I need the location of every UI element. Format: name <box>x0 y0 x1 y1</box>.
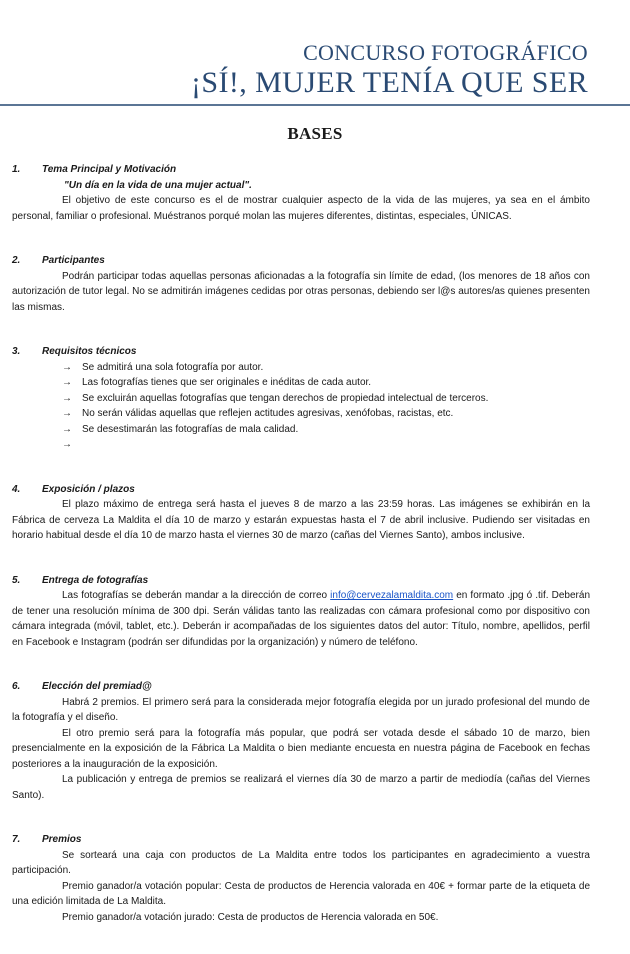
contest-title: CONCURSO FOTOGRÁFICO <box>303 40 588 65</box>
section-paragraph: Se sorteará una caja con productos de La Maldita entre todos los participantes en agradecimiento a vuestra participación. <box>12 849 590 876</box>
section-body <box>12 497 590 544</box>
section-number: 5. <box>12 574 21 586</box>
paragraph-text: Las fotografías se deberán mandar a la dirección de correo <box>62 590 331 601</box>
arrow-icon: → <box>62 361 72 373</box>
section-title: Participantes <box>42 255 105 266</box>
section-body <box>12 269 590 316</box>
theme-quote: "Un día en la vida de una mujer actual". <box>64 179 252 191</box>
list-item <box>62 437 590 453</box>
section-title: Elección del premiad@ <box>42 681 152 692</box>
arrow-icon: → <box>62 377 72 388</box>
section-heading <box>12 573 590 589</box>
section-entrega <box>12 573 590 651</box>
section-paragraph: La publicación y entrega de premios se realizará el viernes día 30 de marzo a partir de mediodía (cañas del Viernes Santo). <box>12 774 590 801</box>
section-title: Requisitos técnicos <box>42 346 137 357</box>
section-number: 2. <box>12 255 21 266</box>
section-body <box>12 848 590 926</box>
section-heading <box>12 253 590 269</box>
header-divider <box>0 104 630 106</box>
section-paragraph: El objetivo de este concurso es el de mostrar cualquier aspecto de la vida de las mujeres, ya sea en el ámbito personal, familiar o profesional. Muéstranos porqué molan las mujeres diferentes, distintas, especiales, ÚNICAS. <box>12 195 590 222</box>
section-number: 4. <box>12 483 21 495</box>
section-heading <box>12 162 590 178</box>
section-title: Tema Principal y Motivación <box>42 164 177 175</box>
section-exposicion <box>12 482 590 544</box>
list-item <box>62 406 590 422</box>
section-heading <box>12 482 590 498</box>
section-number: 7. <box>12 834 21 845</box>
title-block <box>191 40 588 100</box>
section-heading <box>12 832 590 848</box>
section-paragraph: Habrá 2 premios. El primero será para la considerada mejor fotografía elegida por un jurado profesional del mundo de la fotografía y el diseño. <box>12 696 590 723</box>
section-paragraph: Premio ganador/a votación jurado: Cesta de productos de Herencia valorada en 50€. <box>62 911 439 923</box>
rules-content <box>12 162 590 954</box>
section-title: Exposición / plazos <box>42 483 135 495</box>
arrow-icon: → <box>62 423 72 435</box>
email-link[interactable]: info@cervezalamaldita.com <box>330 590 454 601</box>
section-title: Premios <box>42 834 82 845</box>
paragraph-text: en formato .jpg ó .tif. Deberán de tener una resolución mínima de 300 dpi. Serán válidas tanto las realizadas con cámara profesional como por dispositivo con cámara integrada (móvil, tablet, etc.). Deberán ir acompañadas de los siguientes datos del autor: Título, nombre, apellidos, perfil en Facebook e Instagram (podrán ser difundidas por la organización) y número de teléfono. <box>12 590 591 648</box>
list-item-text: Se desestimarán las fotografías de mala calidad. <box>82 423 299 435</box>
section-requisitos <box>12 344 590 453</box>
section-paragraph: Premio ganador/a votación popular: Cesta de productos de Herencia valorada en 40€ + formar parte de la etiqueta de una edición limitada de La Maldita. <box>12 880 590 907</box>
section-heading <box>12 679 590 695</box>
section-participantes <box>12 253 590 315</box>
list-item-text: Se admitirá una sola fotografía por autor. <box>82 361 264 373</box>
bases-heading: BASES <box>287 124 343 143</box>
section-number: 6. <box>12 681 21 692</box>
section-paragraph <box>12 588 590 650</box>
section-tema <box>12 162 590 224</box>
list-item-text: Las fotografías tienes que ser originales e inéditas de cada autor. <box>82 377 372 388</box>
arrow-icon: → <box>62 439 72 450</box>
arrow-icon: → <box>62 408 72 419</box>
section-premios <box>12 832 590 925</box>
section-paragraph: Podrán participar todas aquellas personas aficionadas a la fotografía sin límite de edad, (los menores de 18 años con autorización de tutor legal. No se admitirán imágenes cedidas por otras personas, debiendo ser l@s autores/as quienes presenten las mismas. <box>12 270 590 313</box>
section-body <box>12 193 590 224</box>
arrow-icon: → <box>62 392 72 404</box>
list-item <box>62 375 590 391</box>
section-paragraph: El otro premio será para la fotografía más popular, que podrá ser votada desde el sábado 10 de marzo, bien presencialmente en la exposición de la Fábrica La Maldita o bien mediante encuesta en nuestra página de Facebook en fechas posteriores a la inauguración de la exposición. <box>12 727 590 770</box>
list-item <box>62 360 590 376</box>
section-body <box>12 588 590 650</box>
contest-slogan: ¡SÍ!, MUJER TENÍA QUE SER <box>191 66 588 99</box>
section-number: 3. <box>12 346 21 357</box>
section-body <box>12 695 590 804</box>
section-heading <box>12 344 590 360</box>
list-item <box>62 422 590 438</box>
section-title: Entrega de fotografías <box>42 574 149 586</box>
section-eleccion <box>12 679 590 803</box>
section-number: 1. <box>12 164 21 175</box>
section-paragraph: El plazo máximo de entrega será hasta el jueves 8 de marzo a las 23:59 horas. Las imágenes se exhibirán en la Fábrica de cerveza La Maldita el día 10 de marzo y estarán expuestas hasta el 7 de abril inclusive. Pudiendo ser visitadas en horario habitual desde el día 10 de marzo hasta el viernes 30 de marzo (cañas del Viernes Santo), ambos inclusive. <box>12 499 590 541</box>
list-item-text: Se excluirán aquellas fotografías que tengan derechos de propiedad intelectual de terceros. <box>82 392 489 404</box>
requirements-list <box>12 360 590 453</box>
list-item-text: No serán válidas aquellas que reflejen actitudes agresivas, xenófobas, racistas, etc. <box>82 408 454 419</box>
list-item <box>62 391 590 407</box>
